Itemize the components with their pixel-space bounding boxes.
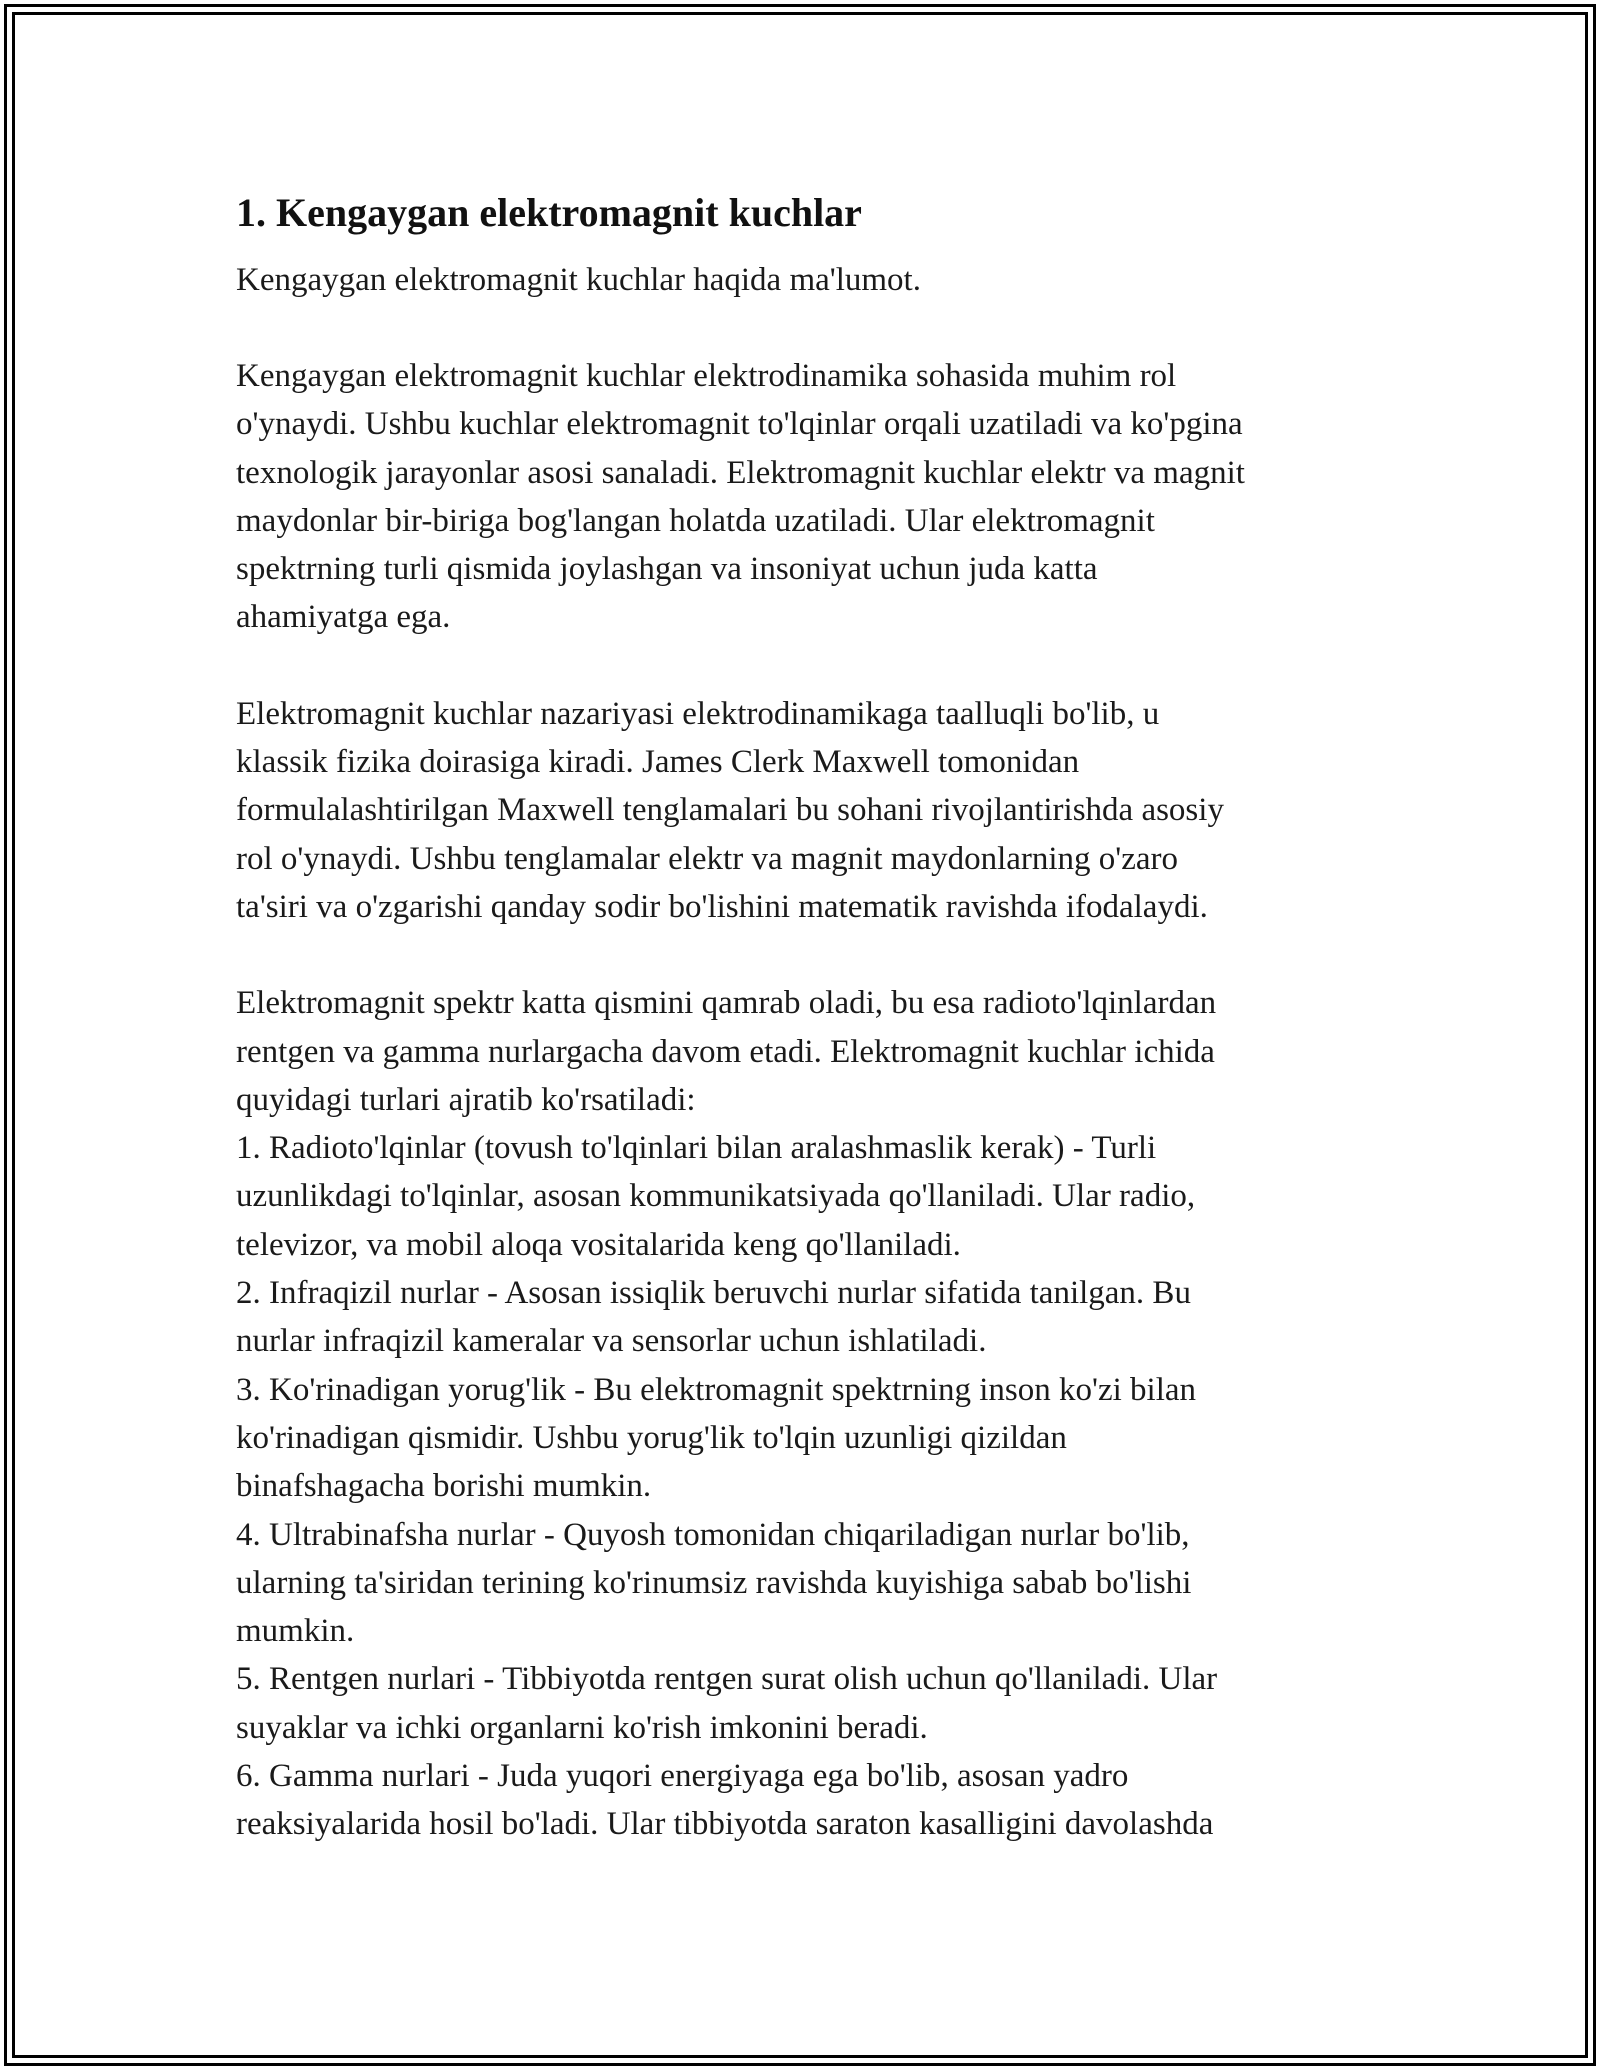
text-line: formulalashtirilgan Maxwell tenglamalari bu sohani rivojlantirishda asosiy <box>236 792 1224 829</box>
document-page <box>236 180 1376 1849</box>
document-title: 1. Kengaygan elektromagnit kuchlar <box>236 190 862 235</box>
text-line: rentgen va gamma nurlargacha davom etadi. Elektromagnit kuchlar ichida <box>236 1033 1215 1070</box>
text-line: quyidagi turlari ajratib ko'rsatiladi: <box>236 1081 696 1118</box>
text-line: spektrning turli qismida joylashgan va insoniyat uchun juda katta <box>236 551 1098 588</box>
document-body <box>236 352 1376 1849</box>
text-line: ularning ta'siridan terining ko'rinumsiz ravishda kuyishiga sabab bo'lishi <box>236 1564 1192 1601</box>
paragraph <box>236 979 1376 1848</box>
text-line: 2. Infraqizil nurlar - Asosan issiqlik beruvchi nurlar sifatida tanilgan. Bu <box>236 1275 1191 1312</box>
text-line: suyaklar va ichki organlarni ko'rish imkonini beradi. <box>236 1709 928 1746</box>
text-line: 4. Ultrabinafsha nurlar - Quyosh tomonidan chiqariladigan nurlar bo'lib, <box>236 1516 1190 1553</box>
text-line: uzunlikdagi to'lqinlar, asosan kommunikatsiyada qo'llaniladi. Ular radio, <box>236 1178 1196 1215</box>
text-line: rol o'ynaydi. Ushbu tenglamalar elektr va magnit maydonlarning o'zaro <box>236 840 1179 877</box>
text-line: binafshagacha borishi mumkin. <box>236 1468 652 1505</box>
text-line: 3. Ko'rinadigan yorug'lik - Bu elektromagnit spektrning inson ko'zi bilan <box>236 1371 1197 1408</box>
text-line: reaksiyalarida hosil bo'ladi. Ular tibbiyotda saraton kasalligini davolashda <box>236 1806 1214 1843</box>
text-line: 6. Gamma nurlari - Juda yuqori energiyaga ega bo'lib, asosan yadro <box>236 1758 1129 1795</box>
text-line: Kengaygan elektromagnit kuchlar elektrodinamika sohasida muhim rol <box>236 358 1177 394</box>
text-line: 1. Radioto'lqinlar (tovush to'lqinlari bilan aralashmaslik kerak) - Turli <box>236 1130 1157 1167</box>
text-line: klassik fizika doirasiga kiradi. James Clerk Maxwell tomonidan <box>236 744 1080 781</box>
text-line: texnologik jarayonlar asosi sanaladi. Elektromagnit kuchlar elektr va magnit <box>236 454 1245 491</box>
text-line: ta'siri va o'zgarishi qanday sodir bo'lishini matematik ravishda ifodalaydi. <box>236 888 1208 925</box>
text-line: mumkin. <box>236 1613 355 1650</box>
document-lead: Kengaygan elektromagnit kuchlar haqida ma'lumot. <box>236 262 921 298</box>
paragraph <box>236 690 1376 931</box>
text-line: Elektromagnit kuchlar nazariyasi elektrodinamikaga taalluqli bo'lib, u <box>236 695 1160 732</box>
paragraph <box>236 352 1376 642</box>
text-line: maydonlar bir-biriga bog'langan holatda uzatiladi. Ular elektromagnit <box>236 502 1155 539</box>
text-line: 5. Rentgen nurlari - Tibbiyotda rentgen surat olish uchun qo'llaniladi. Ular <box>236 1661 1218 1698</box>
text-line: Elektromagnit spektr katta qismini qamrab oladi, bu esa radioto'lqinlardan <box>236 985 1217 1022</box>
text-line: o'ynaydi. Ushbu kuchlar elektromagnit to'lqinlar orqali uzatiladi va ko'pgina <box>236 406 1243 443</box>
text-line: ko'rinadigan qismidir. Ushbu yorug'lik to'lqin uzunligi qizildan <box>236 1419 1067 1456</box>
text-line: ahamiyatga ega. <box>236 599 451 636</box>
text-line: nurlar infraqizil kameralar va sensorlar uchun ishlatiladi. <box>236 1323 987 1360</box>
text-line: televizor, va mobil aloqa vositalarida keng qo'llaniladi. <box>236 1226 961 1263</box>
